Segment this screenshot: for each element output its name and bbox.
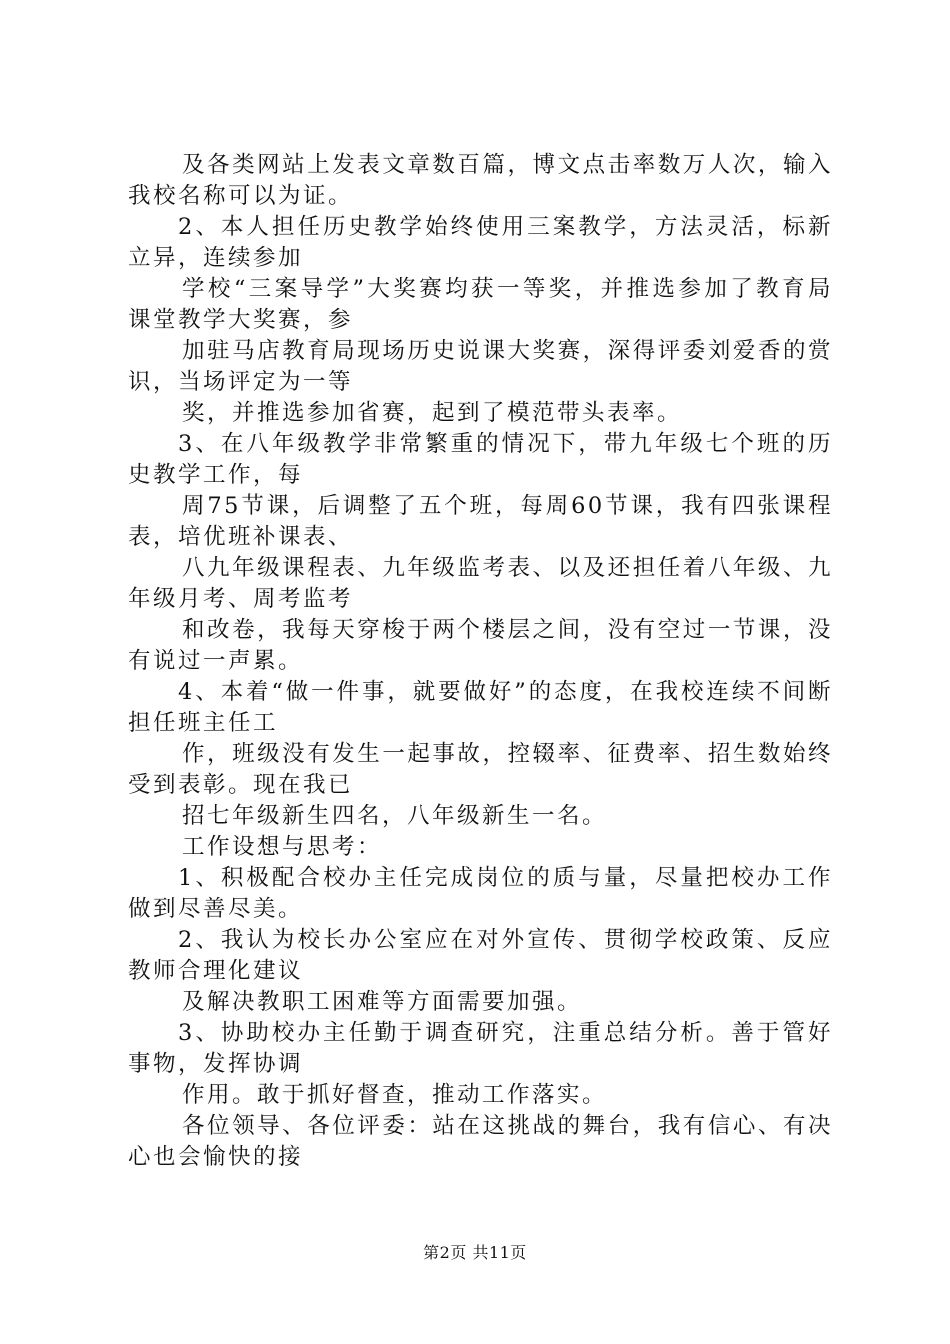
document-body xyxy=(128,150,833,1173)
paragraph-10: 4、本着“做一件事，就要做好”的态度，在我校连续不间断担任班主任工 xyxy=(128,679,833,736)
paragraph-7: 周75节课，后调整了五个班，每周60节课，我有四张课程表，培优班补课表、 xyxy=(128,493,833,550)
paragraph-15: 2、我认为校长办公室应在对外宣传、贯彻学校政策、反应教师合理化建议 xyxy=(128,927,833,984)
paragraph-19: 各位领导、各位评委：站在这挑战的舞台，我有信心、有决心也会愉快的接 xyxy=(128,1113,833,1170)
paragraph-12: 招七年级新生四名，八年级新生一名。 xyxy=(182,803,608,829)
page-number-label: 第2页 共11页 xyxy=(423,1243,527,1262)
paragraph-17: 3、协助校办主任勤于调查研究，注重总结分析。善于管好事物，发挥协调 xyxy=(128,1020,833,1077)
page-footer xyxy=(0,1241,950,1265)
paragraph-9: 和改卷，我每天穿梭于两个楼层之间，没有空过一节课，没有说过一声累。 xyxy=(128,617,833,674)
paragraph-1: 及各类网站上发表文章数百篇，博文点击率数万人次，输入我校名称可以为证。 xyxy=(128,152,833,209)
paragraph-16: 及解决教职工困难等方面需要加强。 xyxy=(182,989,583,1015)
paragraph-18: 作用。敢于抓好督查，推动工作落实。 xyxy=(182,1082,608,1108)
paragraph-14: 1、积极配合校办主任完成岗位的质与量，尽量把校办工作做到尽善尽美。 xyxy=(128,865,833,922)
paragraph-8: 八九年级课程表、九年级监考表、以及还担任着八年级、九年级月考、周考监考 xyxy=(128,555,833,612)
paragraph-2: 2、本人担任历史教学始终使用三案教学，方法灵活，标新立异，连续参加 xyxy=(128,214,833,271)
section-heading: 工作设想与思考： xyxy=(182,834,383,860)
paragraph-6: 3、在八年级教学非常繁重的情况下，带九年级七个班的历史教学工作，每 xyxy=(128,431,833,488)
paragraph-4: 加驻马店教育局现场历史说课大奖赛，深得评委刘爱香的赏识，当场评定为一等 xyxy=(128,338,833,395)
paragraph-3: 学校“三案导学”大奖赛均获一等奖，并推选参加了教育局课堂教学大奖赛，参 xyxy=(128,276,833,333)
paragraph-11: 作，班级没有发生一起事故，控辍率、征费率、招生数始终受到表彰。现在我已 xyxy=(128,741,833,798)
paragraph-5: 奖，并推选参加省赛，起到了模范带头表率。 xyxy=(182,400,683,426)
